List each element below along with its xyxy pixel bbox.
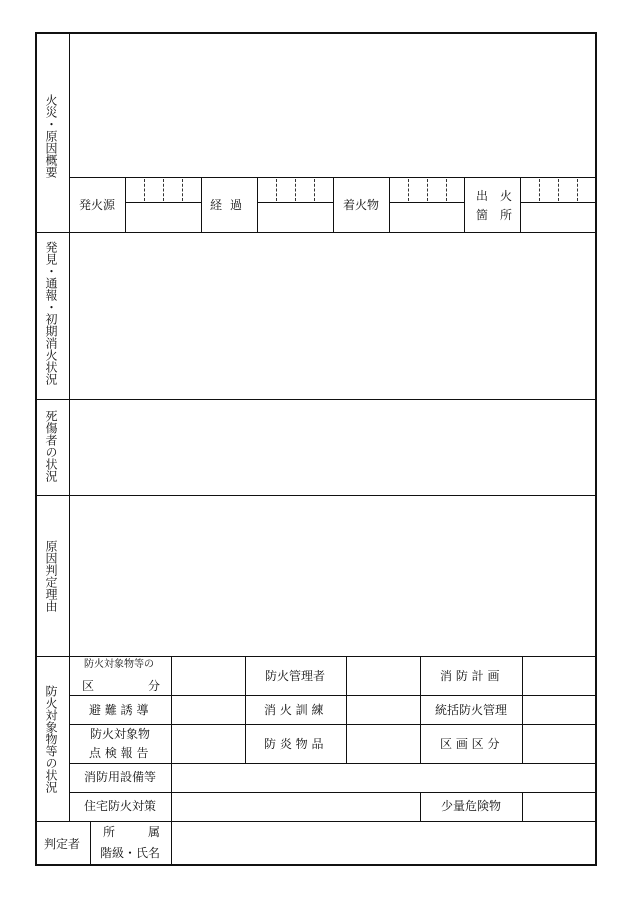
ignited-object-label: 着火物 bbox=[343, 198, 380, 212]
code-separator bbox=[295, 179, 296, 201]
code-box-midline bbox=[520, 202, 596, 203]
code-separator bbox=[558, 179, 559, 201]
affiliation-label-b: 属 bbox=[148, 825, 161, 839]
prev-row-line bbox=[69, 724, 596, 725]
code-separator bbox=[539, 179, 540, 201]
evacuation-label: 避 難 誘 導 bbox=[89, 703, 149, 717]
code-box-midline bbox=[257, 202, 333, 203]
divider-casualties bbox=[36, 399, 596, 400]
fs-vline bbox=[389, 177, 390, 232]
inspection-label-2: 点 検 報 告 bbox=[89, 746, 149, 760]
divider-prevention bbox=[36, 656, 596, 657]
integrated-mgmt-label: 統括防火管理 bbox=[435, 703, 508, 717]
object-class-label-2a: 区 bbox=[82, 679, 95, 693]
compartment-label: 区 画 区 分 bbox=[440, 737, 500, 751]
prev-col-line bbox=[522, 656, 523, 763]
prev-row-line bbox=[69, 792, 596, 793]
process-label: 経過 bbox=[210, 198, 251, 212]
code-box-midline bbox=[125, 202, 201, 203]
judge-label: 判定者 bbox=[44, 837, 81, 851]
code-separator bbox=[144, 179, 145, 201]
affiliation-label-a: 所 bbox=[103, 825, 116, 839]
residential-label: 住宅防火対策 bbox=[84, 799, 157, 813]
code-separator bbox=[577, 179, 578, 201]
prev-col-line bbox=[346, 656, 347, 763]
object-class-label-1: 防火対象物等の bbox=[84, 659, 154, 670]
origin-label-1: 出 火 bbox=[476, 189, 513, 203]
ignition-source-label: 発火源 bbox=[79, 198, 116, 212]
code-separator bbox=[408, 179, 409, 201]
fs-vline bbox=[257, 177, 258, 232]
fire-plan-label: 消 防 計 画 bbox=[440, 669, 500, 683]
prev-col-line bbox=[171, 656, 172, 865]
fs-vline bbox=[333, 177, 334, 232]
section-fire-cause-overview: 火災・原因概要 bbox=[44, 94, 58, 178]
flameproof-label: 防 炎 物 品 bbox=[264, 737, 324, 751]
section-prevention-status: 防火対象物等の状況 bbox=[44, 685, 58, 793]
code-separator bbox=[314, 179, 315, 201]
judge-col-line bbox=[90, 821, 91, 865]
fire-manager-label: 防火管理者 bbox=[265, 669, 326, 683]
fire-equipment-label: 消防用設備等 bbox=[84, 770, 157, 784]
code-separator bbox=[182, 179, 183, 201]
section-casualties: 死傷者の状況 bbox=[44, 410, 58, 482]
section-cause-reason: 原因判定理由 bbox=[44, 540, 58, 612]
fs-vline bbox=[464, 177, 465, 232]
inspection-label-1: 防火対象物 bbox=[90, 727, 151, 741]
fs-vline bbox=[201, 177, 202, 232]
origin-label-2: 箇 所 bbox=[476, 208, 513, 222]
code-separator bbox=[446, 179, 447, 201]
fs-vline bbox=[520, 177, 521, 232]
divider-judge bbox=[36, 821, 596, 822]
prev-row-line bbox=[69, 695, 596, 696]
divider-cause-reason bbox=[36, 495, 596, 496]
divider-discovery bbox=[36, 232, 596, 233]
fs-vline bbox=[125, 177, 126, 232]
code-separator bbox=[427, 179, 428, 201]
hazardous-label: 少量危険物 bbox=[441, 799, 502, 813]
section-discovery-report: 発見・通報・初期消火状況 bbox=[44, 241, 58, 385]
prev-col-line bbox=[420, 656, 421, 763]
fire-drill-label: 消 火 訓 練 bbox=[264, 703, 324, 717]
code-separator bbox=[163, 179, 164, 201]
code-box-midline bbox=[389, 202, 464, 203]
code-separator bbox=[276, 179, 277, 201]
prev-col-line bbox=[522, 792, 523, 821]
prev-col-line bbox=[245, 656, 246, 763]
object-class-label-2b: 分 bbox=[148, 679, 161, 693]
prev-row-line bbox=[69, 763, 596, 764]
prev-col-line bbox=[420, 792, 421, 821]
label-column-divider bbox=[69, 33, 70, 821]
rank-name-label: 階級・氏名 bbox=[100, 846, 161, 860]
